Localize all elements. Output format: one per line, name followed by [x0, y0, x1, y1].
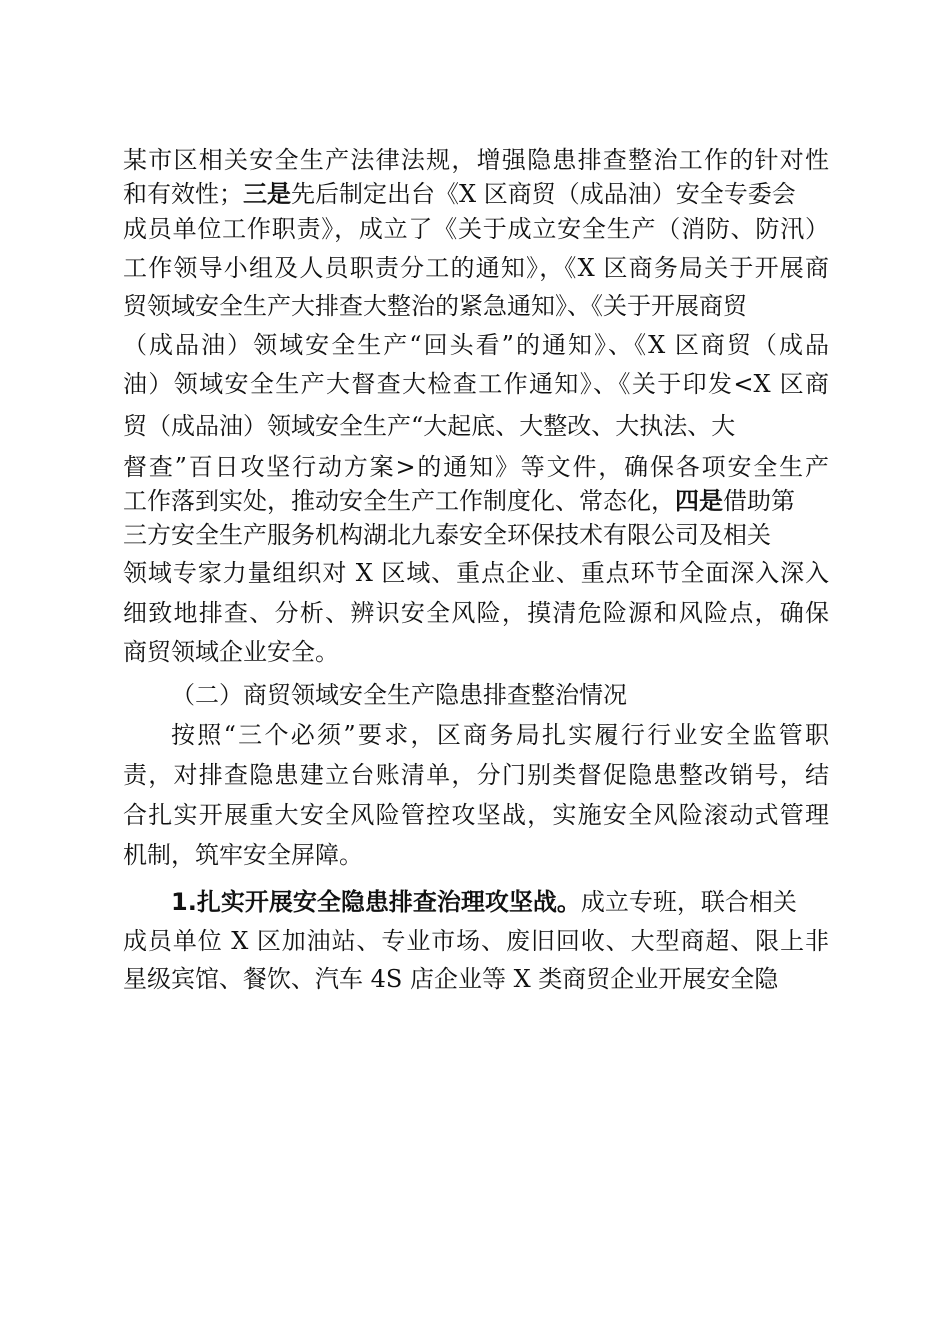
text-line: 机制，筑牢安全屏障。: [123, 841, 363, 869]
text-segment: 和有效性；: [123, 180, 243, 208]
text-line: 工作领导小组及人员职责分工的通知》，《X 区商务局关于开展商: [123, 254, 829, 282]
text-line: 贸领域安全生产大排查大整治的紧急通知》、《关于开展商贸: [123, 292, 747, 320]
text-line: 三方安全生产服务机构湖北九泰安全环保技术有限公司及相关: [123, 521, 771, 549]
section-heading: （二）商贸领域安全生产隐患排查整治情况: [171, 681, 627, 709]
emphasis-four: 四是: [675, 487, 723, 515]
item1-title: 1.扎实开展安全隐患排查治理攻坚战。: [171, 888, 581, 916]
text-line: 商贸领域企业安全。: [123, 638, 339, 666]
text-line: 按照“三个必须”要求，区商务局扎实履行行业安全监管职: [171, 721, 829, 749]
text-line: 贸（成品油）领域安全生产“大起底、大整改、大执法、大: [123, 412, 736, 440]
item-heading-line: [171, 885, 829, 919]
text-segment: 先后制定出台《X 区商贸（成品油）安全专委会: [291, 180, 796, 208]
text-segment: 工作落到实处，推动安全生产工作制度化、常态化，: [123, 487, 675, 515]
text-line: 星级宾馆、餐饮、汽车 4S 店企业等 X 类商贸企业开展安全隐: [123, 965, 779, 993]
text-line: [123, 177, 829, 211]
text-line: 成员单位 X 区加油站、专业市场、废旧回收、大型商超、限上非: [123, 927, 829, 955]
text-line: 责，对排查隐患建立台账清单，分门别类督促隐患整改销号，结: [123, 761, 829, 789]
text-line: 油）领域安全生产大督查大检查工作通知》、《关于印发<X 区商: [123, 370, 829, 398]
text-line: 合扎实开展重大安全风险管控攻坚战，实施安全风险滚动式管理: [123, 801, 829, 829]
text-segment: 成立专班，联合相关: [580, 888, 797, 916]
text-line: 领域专家力量组织对 X 区域、重点企业、重点环节全面深入深入: [123, 559, 829, 587]
text-line: 某市区相关安全生产法律法规，增强隐患排查整治工作的针对性: [123, 146, 829, 174]
text-line: 督查”百日攻坚行动方案>的通知》等文件，确保各项安全生产: [123, 453, 829, 481]
text-line: （成品油）领域安全生产“回头看”的通知》、《X 区商贸（成品: [123, 331, 829, 359]
text-segment: 借助第: [723, 487, 795, 515]
text-line: [123, 484, 829, 518]
emphasis-three: 三是: [243, 180, 291, 208]
text-line: 细致地排查、分析、辨识安全风险，摸清危险源和风险点，确保: [123, 599, 829, 627]
text-line: 成员单位工作职责》，成立了《关于成立安全生产（消防、防汛）: [123, 215, 829, 243]
